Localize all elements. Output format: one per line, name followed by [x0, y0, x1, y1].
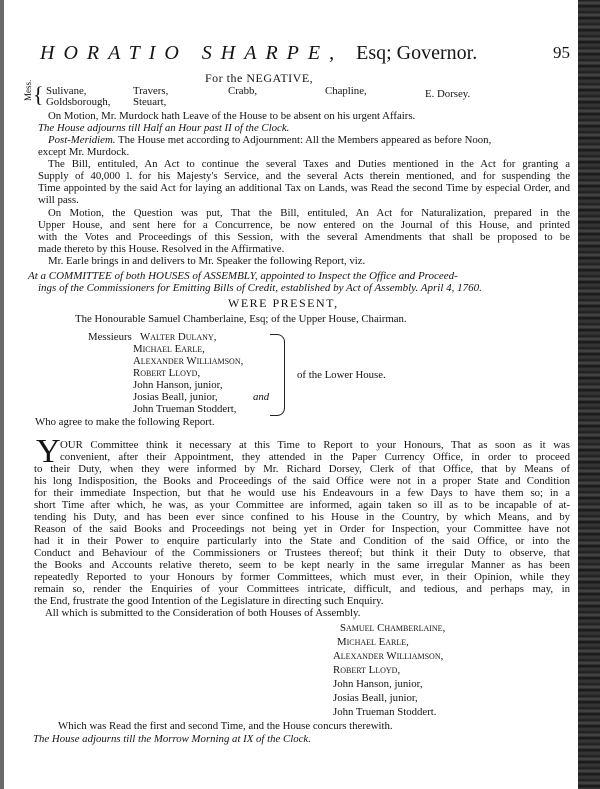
post-meridiem-text: The House met according to Adjournment: All the Members appeared as before Noon, [117, 134, 492, 146]
lower-house-label: of the Lower House. [297, 369, 386, 381]
report-line: had it in their Power to enquire particularly into the State and Condition of the said Office, or into the [34, 535, 570, 547]
negative-side-label: Mess. [23, 79, 33, 101]
bill1-line: Time appointed by the said Act for laying an additional Tax on Lands, was Read the second Time by especial Order, and will pass. [38, 182, 570, 206]
negative-name: Travers, [133, 85, 169, 97]
signatory: Josias Beall, junior, [333, 692, 418, 704]
bill1-line: Supply of 40,000 l. for his Majesty's Service, and the several Acts therein mentioned, and for suspending the [38, 170, 570, 182]
bill2-line: On Motion, the Question was put, That the Bill, entituled, An Act for Naturalization, prepared in the [48, 207, 570, 219]
member-name: Josias Beall, junior, [133, 391, 218, 403]
member-name: John Trueman Stoddert, [133, 403, 237, 415]
report-dropcap: Y [36, 433, 61, 470]
report-line: for their immediate Inspection, but that he would use his Endeavours in a few Days to have them so; in a [34, 487, 570, 499]
member-name: Walter Dulany, [140, 331, 217, 343]
closing-adjourn: The House adjourns till the Morrow Morning at IX of the Clock. [33, 733, 311, 745]
report-submitted: All which is submitted to the Consideration of both Houses of Assembly. [45, 607, 361, 619]
page-number: 95 [553, 43, 570, 62]
member-and: and [253, 391, 270, 403]
report-line: Conduct and Behaviour of the Commissioners or Trustees thereof; but think it their Duty to observe, that [34, 547, 570, 559]
bill2-line: with the Votes and Proceedings of this Session, with the several Amendments that shall be proposed to be [38, 231, 570, 243]
closing-read: Which was Read the first and second Time, and the House concurs therewith. [58, 720, 393, 732]
member-name: Alexander Williamson, [133, 355, 244, 367]
negative-brace: { [33, 82, 44, 107]
negative-name: Goldsborough, [46, 96, 111, 108]
committee-agree: Who agree to make the following Report. [35, 416, 215, 428]
report-line: repeatedly Reported to your Honours by former Committees, which must ever, in their Opinion, while they [34, 571, 570, 583]
committee-chairman: The Honourable Samuel Chamberlaine, Esq; of the Upper House, Chairman. [75, 313, 407, 325]
negative-name: Chapline, [325, 85, 367, 97]
proceeding-post-meridiem [48, 134, 491, 146]
report-line: to their Duty, when they were informed by Mr. Richard Dorsey, Clerk of that Office, that by Means of [34, 463, 570, 475]
proceeding-adjourn: The House adjourns till Half an Hour past II of the Clock. [38, 122, 290, 134]
report-line: Reason of the said Books and Proceedings not being yet in Order for Inspection, your Committee have not [34, 523, 570, 535]
signatory: John Hanson, junior, [333, 678, 423, 690]
negative-name: E. Dorsey. [425, 88, 471, 100]
report-line: short Time after which, he was, as your Committee are informed, again taken so ill as to be incapable of at- [34, 499, 570, 511]
report-line: the End, frustrate the good Intention of the Legislature in directing such Enquiry. [34, 595, 384, 607]
were-present: WERE PRESENT, [228, 296, 339, 310]
member-name: Robert Lloyd, [133, 367, 201, 379]
report-line: remain so, render the Enquiries of your Committees intricate, difficult, and tedious, and perhaps may, in [34, 583, 570, 595]
report-line: OUR Committee think it necessary at this Time to Report to your Honours, That as soon as it was [60, 439, 570, 451]
binding-shadow-left [0, 0, 4, 789]
signatory: Samuel Chamberlaine, [340, 622, 446, 634]
committee-heading: At a COMMITTEE of both HOUSES of ASSEMBLY, appointed to Inspect the Office and Proceed- [28, 270, 458, 282]
bill2-line: made thereto by this House. Resolved in the Affirmative. [38, 243, 285, 255]
report-line: tending his Duty, and has been ever since confined to his House in the Country, by which Means, and by [34, 511, 570, 523]
messieurs-label: Messieurs [88, 331, 132, 343]
member-name: John Hanson, junior, [133, 379, 223, 391]
proceeding-except: except Mr. Murdock. [38, 146, 130, 158]
committee-heading: ings of the Commissioners for Emitting Bills of Credit, established by Act of Assembly. April 4, 1760. [38, 282, 482, 294]
report-line: the Books and Accounts relative thereto, seem to be kept nearly in the same irregular Manner as has been [34, 559, 570, 571]
bill2-line: Upper House, and sent here for a Concurrence, be now entered on the Journal of this House, and printed [38, 219, 570, 231]
running-head [40, 38, 570, 68]
post-meridiem-label: Post-Meridiem. [48, 134, 116, 146]
bill1-line: The Bill, entituled, An Act to continue the several Taxes and Duties mentioned in the Act for granting a [48, 158, 570, 170]
report-line: his long Indisposition, the Books and Proceedings of the said Office were not in a proper State and Condition [34, 475, 570, 487]
signatory: Robert Lloyd, [333, 664, 401, 676]
signatory: Michael Earle, [337, 636, 409, 648]
negative-heading: For the NEGATIVE, [205, 71, 314, 85]
member-name: Michael Earle, [133, 343, 205, 355]
header-title: Esq; Governor. [356, 42, 478, 64]
members-bracket [270, 334, 285, 416]
book-spine-edge [578, 0, 600, 789]
header-name: HORATIO SHARPE, [40, 42, 344, 64]
signatory: John Trueman Stoddert. [333, 706, 437, 718]
proceeding-earle: Mr. Earle brings in and delivers to Mr. Speaker the following Report, viz. [48, 255, 366, 267]
report-line: convenient, after their Appointment, they attended in the Paper Currency Office, in order to proceed [60, 451, 570, 463]
negative-name: Sulivane, [46, 85, 87, 97]
proceeding-murdock: On Motion, Mr. Murdock hath Leave of the House to be absent on his urgent Affairs. [48, 110, 416, 122]
negative-name: Crabb, [228, 85, 258, 97]
negative-name: Steuart, [133, 96, 167, 108]
signatory: Alexander Williamson, [333, 650, 444, 662]
